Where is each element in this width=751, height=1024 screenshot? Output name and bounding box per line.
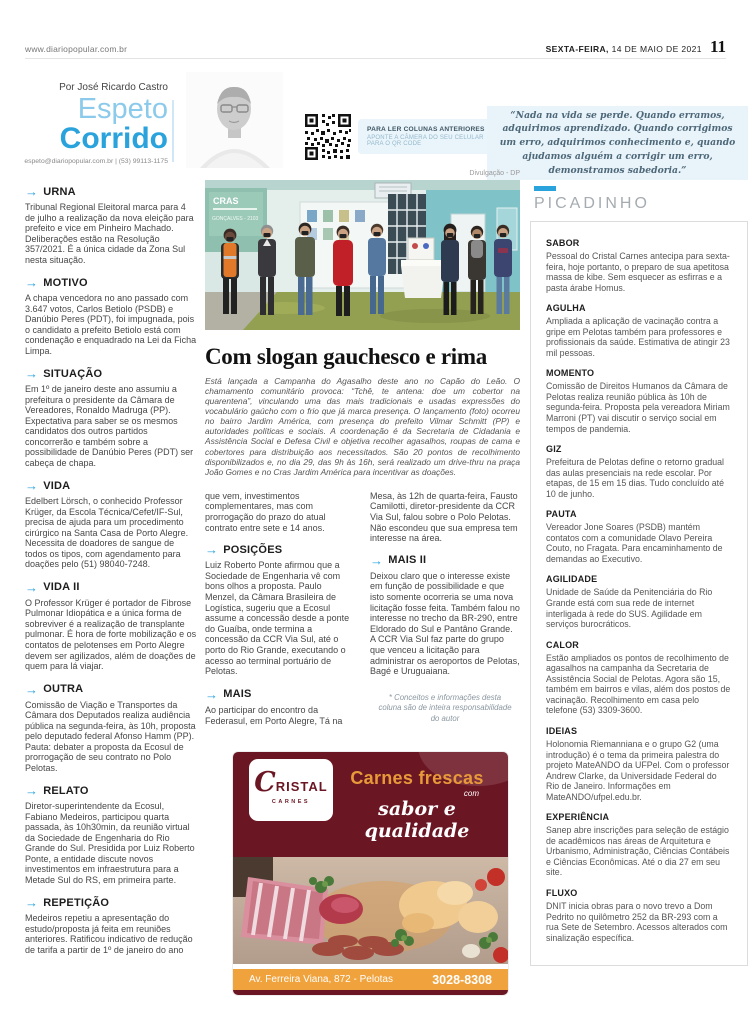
pica-title: MOMENTO — [546, 368, 595, 379]
arrow-icon: → — [25, 895, 39, 911]
pica-title: AGILIDADE — [546, 574, 598, 585]
section-outra — [25, 683, 197, 774]
pica-text: Prefeitura de Pelotas define o retorno gradual das aulas presenciais na rede escolar. Por etapas, de 15 em 15 dias. Tudo concluído até 10 de junho. — [546, 457, 725, 499]
pica-text: Sanep abre inscrições para seleção de estágio de acadêmicos nas áreas de Arquitetura e Urbanismo, Administração, Ciências Contábeis e Ciências Econômicas. Até o dia 27 em seu site. — [546, 825, 730, 878]
section-vida — [25, 479, 197, 570]
qr-instructions-title: PARA LER COLUNAS ANTERIORES — [367, 126, 485, 133]
article-col-2 — [370, 491, 520, 737]
pica-text: Unidade de Saúde da Penitenciária do Rio Grande está com sua rede de internet interligada à rede do SUS. Agilidade em serviços burocráticos. — [546, 587, 713, 630]
pica-title: PAUTA — [546, 509, 577, 520]
section-mais-ii — [370, 554, 520, 677]
arrow-icon: → — [205, 686, 219, 702]
main-article — [205, 170, 520, 737]
ad-address: Av. Ferreira Viana, 872 - Pelotas — [249, 974, 393, 985]
pica-title: IDEIAS — [546, 725, 578, 736]
article-columns — [205, 491, 520, 737]
section-mais — [205, 688, 355, 726]
section-text: Em 1º de janeiro deste ano assumiu a prefeitura o presidente da Câmara de Vereadores, Ronaldo Madruga (PP). Expectativa para saber se os mesmos candidatos dos outros partidos concorrerão e também sobre a possibilidade de Danúbio Peres (PDT) ser cabeça de chapa. — [25, 384, 194, 468]
pica-text: Pessoal do Cristal Carnes antecipa para sexta-feira, hoje portanto, o preparo de sua apetitosa massa de kibe. Sem esquecer as esfirras e a pasta árabe Homus. — [546, 251, 730, 293]
logo-brand: RISTAL — [275, 779, 328, 794]
arrow-icon: → — [25, 783, 39, 799]
section-text: Comissão de Viação e Transportes da Câmara dos Deputados realiza audiência pública na segunda-feira, às 10h, proposta pelo deputado federal Afonso Hamm (PP). Pauta: debater a proposta da Ecosul de prorrogação de seu contrato no Polo Pelotas. — [25, 699, 196, 773]
article-photo — [205, 180, 520, 330]
byline: Por José Ricardo Castro — [59, 82, 168, 93]
ad-phone: 3028-8308 — [432, 972, 492, 987]
section-text: Deixou claro que o interesse existe em função de possibilidade e que isto somente ocorreria se uma nova licitação fosse feita. Também falou no interesse no trecho da BR-290, entre Eldorado do Sul e Pantâno Grande. A CCR Via Sul faz parte do grupo que venceu a licitação para administrar os aeroportos de Pelotas, Bagé e Uruguaiana. — [370, 570, 520, 677]
cristal-carnes-ad — [233, 752, 508, 995]
cristal-carnes-logo — [249, 759, 333, 821]
date-text: 14 DE MAIO DE 2021 — [608, 44, 702, 54]
meat-photo — [233, 857, 508, 964]
picadinho-title: PICADINHO — [534, 195, 650, 212]
section-title: REPETIÇÃO — [43, 896, 110, 909]
section-motivo — [25, 276, 197, 356]
pica-section-agilidade — [546, 574, 732, 629]
pica-section-agulha — [546, 303, 732, 358]
pica-title: FLUXO — [546, 887, 578, 898]
pica-section-ideias — [546, 726, 732, 802]
qr-code-icon — [303, 112, 353, 162]
pica-section-fluxo — [546, 888, 732, 943]
arrow-icon: → — [205, 542, 219, 558]
logo-letter-c: C — [254, 767, 276, 798]
ad-slogan-line2: sabor e qualidade — [364, 798, 470, 842]
columnist-photo — [186, 72, 283, 168]
section-text: O Professor Krüger é portador de Fibrose Pulmonar Idiopática e a única forma de sobreviver é a realização de transplante pulmonar. É hora de forte mobilização e os contatos de pelotenses em Porto Alegre devem ser agilizados, além de doações de quem para lá viajar. — [25, 597, 197, 672]
section-text: A chapa vencedora no ano passado com 3.647 votos, Carlos Betiolo (PSDB) e Danúbio Peres (PDT), foi impugnada, pois o candidato a prefeito Betiolo está com condenação e enquadrado na Lei da Ficha Limpa. — [25, 293, 197, 356]
page-top-bar — [25, 37, 726, 57]
pica-section-calor — [546, 640, 732, 716]
section-text: Luiz Roberto Ponte afirmou que a Sociedade de Engenharia vê com bons olhos a proposta. Paulo Menzel, da Câmara Brasileira de Logística, sugeriu que a Ecosul assume a concessão desde a ponte do Guaíba, onde termina a concessão da CCR Via Sul, até o porto do Rio Grande, executando o acesso ao terminal portuário de Pelotas. — [205, 560, 350, 677]
ad-address-bar — [233, 969, 508, 990]
pica-text: Ampliada a aplicação de vacinação contra a gripe em Pelotas também para professores e profissionais da saúde. Estimativa de atingir 23 mil pessoas. — [546, 316, 730, 358]
section-title: SITUAÇÃO — [43, 367, 103, 380]
column-title-bold: Corrido — [59, 121, 168, 155]
pica-text: DNIT inicia obras para o novo trevo a Dom Pedrito no quilômetro 252 da BR-293 com a rua Sete de Setembro. Acessos alterados com sinalização específica. — [546, 900, 728, 943]
picadinho-box — [530, 221, 748, 966]
section-title: VIDA II — [43, 581, 80, 594]
section-text: Tribunal Regional Eleitoral marca para 4 de julho a realização da nova eleição para prefeito e vice em Pinheiro Machado. Deliberações estão na Resolução 357/2021. É a única cidade da Zona Sul nesta situação. — [25, 202, 194, 265]
page-number: 11 — [709, 37, 726, 56]
pica-title: AGULHA — [546, 303, 586, 314]
picadinho-accent-bar — [534, 186, 556, 191]
section-repeticao — [25, 896, 197, 955]
section-title: RELATO — [43, 784, 89, 797]
col1-intro: que vem, investimentos complementares, mas com prorrogação do prazo do atual contrato entre sete e 14 anos. — [205, 490, 326, 533]
section-text: Edelbert Lörsch, o conhecido Professor Krüger, da Escola Técnica/Cefet/IF-Sul, precisa de ajuda para um procedimento cirúrgico na Santa Casa de Porto Alegre. Necessita de doadores de sangue de todos os tipos, com agendamento para doações pelo (51) 98040-7248. — [25, 496, 189, 570]
pica-section-pauta — [546, 509, 732, 564]
section-title: POSIÇÕES — [223, 543, 283, 556]
arrow-icon: → — [25, 366, 39, 382]
section-title: MOTIVO — [43, 276, 88, 289]
site-url: www.diariopopular.com.br — [25, 44, 128, 54]
section-relato — [25, 784, 197, 885]
weekday: SEXTA-FEIRA, — [545, 44, 609, 54]
quote-box — [487, 106, 748, 180]
arrow-icon: → — [25, 681, 39, 697]
section-text: Diretor-superintendente da Ecosul, Fabiano Medeiros, participou quarta passada, às 10h30min, da reunião virtual da Sociedade de Engenharia do Rio Grande do Sul. Presidida por Luiz Roberto Ponte, a entidade discute novos investimentos em infraestrutura para a Metade Sul do RS, em primeira parte. — [25, 801, 195, 885]
columnist-contact: espeto@diariopopular.com.br | (53) 99113-1175 — [24, 157, 168, 165]
logo-brand-sub: CARNES — [271, 799, 311, 805]
arrow-icon: → — [25, 275, 39, 291]
header-rule — [25, 58, 726, 59]
ad-bottom-strip — [233, 990, 508, 995]
pica-title: GIZ — [546, 444, 562, 455]
section-title: MAIS — [223, 688, 252, 701]
column-title-light: Espeto — [77, 93, 168, 125]
pica-title: CALOR — [546, 639, 579, 650]
article-col-1 — [205, 491, 355, 737]
pica-text: Holonomia Riemanniana e o grupo G2 (uma introdução) é o tema da primeira palestra do projeto MateANDO da UFPel. Com o professor Andrew Clarke, da Universidade Federal do Rio de Janeiro. Informações em MateANDO/ufpel.edu.br. — [546, 738, 730, 802]
arrow-icon: → — [25, 579, 39, 595]
column-disclaimer: * Conceitos e informações desta coluna são de inteira responsabilidade do autor — [378, 692, 512, 723]
photo-credit: Divulgação - DP — [469, 170, 520, 177]
arrow-icon: → — [25, 184, 39, 199]
left-column — [25, 185, 197, 966]
arrow-icon: → — [370, 552, 384, 568]
section-posicoes — [205, 543, 355, 677]
section-title: VIDA — [43, 479, 71, 492]
pica-section-momento — [546, 368, 732, 434]
section-urna — [25, 185, 197, 265]
ad-slogan-line1: Carnes frescas — [350, 768, 484, 788]
article-headline: Com slogan gauchesco e rima — [205, 344, 487, 369]
pica-section-giz — [546, 444, 732, 499]
section-situacao — [25, 367, 197, 468]
section-vida-ii — [25, 581, 197, 672]
pica-title: EXPERIÊNCIA — [546, 812, 610, 823]
pica-text: Vereador Jone Soares (PSDB) mantém contatos com a comunidade Olavo Pereira Couto, no Fragata. Para encaminhamento de demandas ao Executivo. — [546, 522, 723, 564]
svg-text:GONÇALVES - 2103: GONÇALVES - 2103 — [212, 216, 259, 222]
masthead-divider — [172, 100, 174, 162]
section-title: URNA — [43, 185, 76, 198]
section-text: Medeiros repetiu a apresentação do estudo/proposta já feita em reuniões anteriores. Ratificou indicativo de redução de tarifa a partir de 1º de janeiro do ano — [25, 913, 193, 955]
qr-instructions-subtitle: APONTE A CÂMERA DO SEU CELULAR PARA O QR CODE — [367, 135, 484, 147]
article-lead: Está lançada a Campanha do Agasalho deste ano no Capão do Leão. O chamamento comunitário provoca: “Tchê, te antena: doe um cobertor na quarentena”, vinculando uma das mais tradicionais e usadas expressões do vocabulário gaúcho com o frio que já marca presença. O lançamento (foto) ocorreu no bairro Jardim América, com presença do prefeito Vilmar Schmitt (PP) e autoridades políticas e sociais. A coordenação é da Secretaria de Cidadania e Assistência Social e Defesa Civil e objetiva recolher agasalhos, roupas de cama e cobertores para distribuição aos necessitados. São 20 pontos de recolhimento disponibilizados e, no dia 29, das 9h às 16h, será realizado um drive-thru na praça João Gomes e no Cras Jardim América para incentivar as doações. — [205, 376, 520, 477]
section-text: Ao participar do encontro da Federasul, em Porto Alegre, Tá na — [205, 704, 343, 726]
dateline — [546, 37, 726, 57]
pica-text: Comissão de Direitos Humanos da Câmara de Pelotas realiza reunião pública às 10h de segunda-feira. Proposta pela vereadora Miriam Marroni (PT) vai discutir o serviço social em tempos de pandemia. — [546, 381, 730, 434]
ad-slogan — [337, 768, 497, 842]
pica-text: Estão ampliados os pontos de recolhimento de agasalhos na campanha da Secretaria de Assistência Social de Pelotas. Agora são 15, também em bairros e vilas, além dos postos de vacinação. Recolhimento em casa pelo telefone (53) 3309-3600. — [546, 652, 731, 716]
picadinho-column — [530, 186, 748, 966]
pica-title: SABOR — [546, 238, 580, 248]
col2-intro: Mesa, às 12h de quarta-feira, Fausto Camilotti, diretor-presidente da CCR Via Sul, falou sobre o Polo Pelotas. Não escondeu que sua empresa tem interesse na área. — [370, 490, 518, 544]
column-masthead — [20, 82, 168, 165]
ad-slogan-connector: com — [463, 789, 479, 798]
section-title: OUTRA — [43, 683, 84, 696]
pica-section-sabor — [546, 238, 732, 293]
pica-section-experiencia — [546, 812, 732, 878]
svg-text:CRAS: CRAS — [213, 196, 239, 206]
quote-text: “Nada na vida se perde. Quando erramos, adquirimos aprendizado. Quando corrigimos um erro, adquirimos conhecimento e, quando ajudamos alguém a corrigir um erro, demonstramos sabedoria.” — [499, 109, 736, 176]
section-title: MAIS II — [388, 554, 427, 567]
arrow-icon: → — [25, 478, 39, 494]
